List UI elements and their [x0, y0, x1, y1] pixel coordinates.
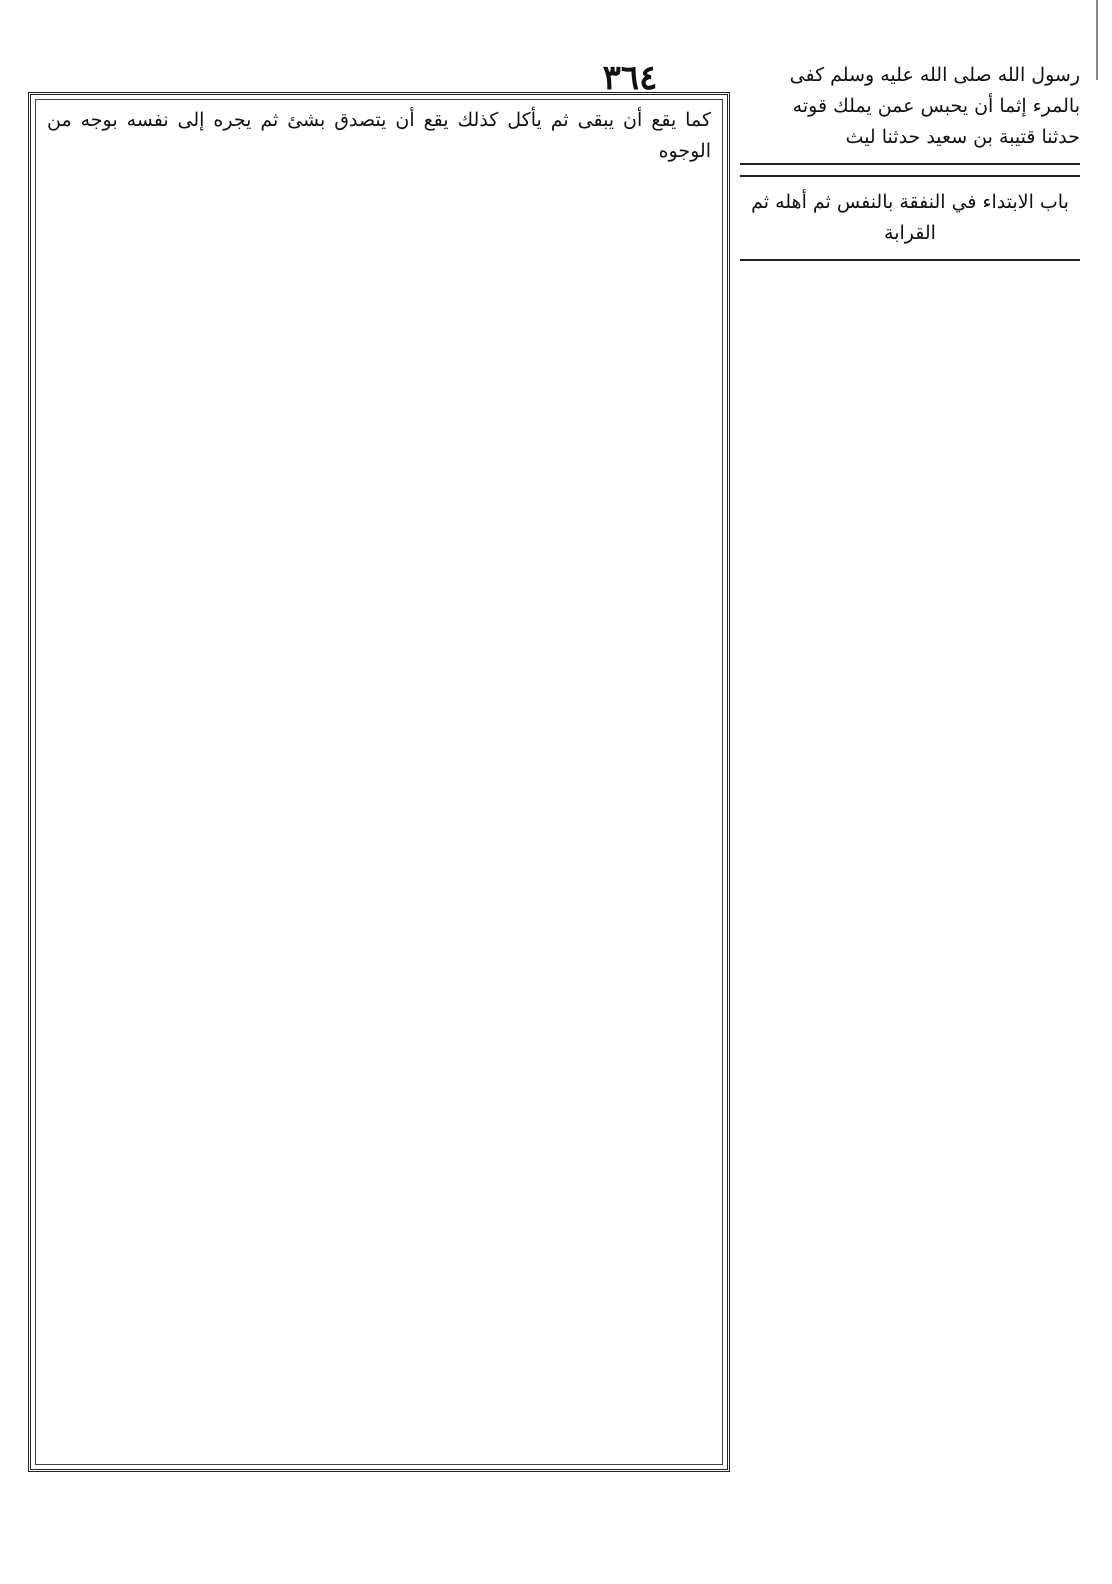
- main-text-frame: [28, 92, 730, 1472]
- main-text-column: [47, 105, 711, 1453]
- margin-divider: [740, 175, 1080, 177]
- margin-chapter-heading: باب الابتداء في النفقة بالنفس ثم أهله ثم القرابة: [751, 191, 1069, 244]
- margin-text-line: حدثنا قتيبة بن سعيد حدثنا ليث: [845, 126, 1080, 148]
- main-text-heading: كما يقع أن يبقى ثم يأكل كذلك يقع أن يتصدق بشئ ثم يجره إلى نفسه بوجه من الوجوه: [47, 109, 711, 162]
- margin-text-top: [740, 60, 1080, 153]
- margin-text-line: رسول الله صلى الله عليه وسلم كفى: [789, 64, 1080, 86]
- margin-commentary-column: [740, 60, 1080, 271]
- margin-divider: [740, 259, 1080, 261]
- page-edge-line: [1082, 0, 1098, 80]
- page-number: ٣٦٤: [602, 58, 658, 98]
- margin-divider: [740, 163, 1080, 165]
- margin-text-line: بالمرء إثما أن يحبس عمن يملك قوته: [792, 95, 1080, 117]
